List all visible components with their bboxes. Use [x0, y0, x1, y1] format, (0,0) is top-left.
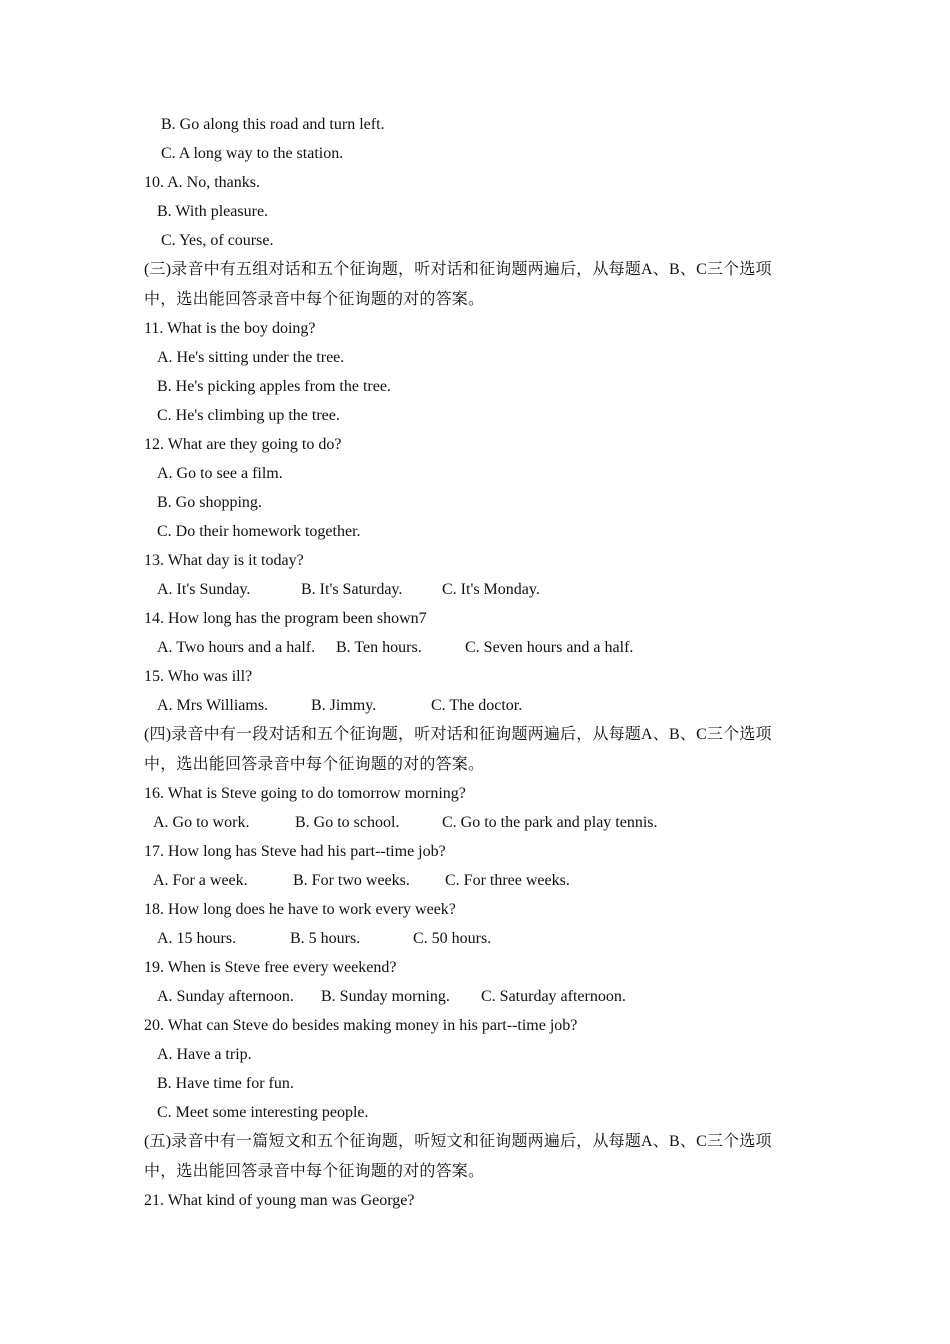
question-16: 16. What is Steve going to do tomorrow morning?: [144, 785, 466, 802]
question-19: 19. When is Steve free every weekend?: [144, 959, 397, 976]
section-4-instruction-line1: (四)录音中有一段对话和五个征询题，听对话和征询题两遍后，从每题A、B、C三个选项: [144, 726, 772, 743]
option-17c: C. For three weeks.: [445, 872, 570, 889]
question-14: 14. How long has the program been shown7: [144, 610, 427, 627]
option-18a: A. 15 hours.: [157, 930, 237, 947]
option-14a: A. Two hours and a half.: [157, 639, 316, 656]
question-10: 10. A. No, thanks.: [144, 174, 260, 191]
option-20b: B. Have time for fun.: [157, 1075, 294, 1092]
section-5-instruction-line1: (五)录音中有一篇短文和五个征询题，听短文和征询题两遍后，从每题A、B、C三个选项: [144, 1133, 772, 1150]
option-12c: C. Do their homework together.: [157, 523, 361, 540]
option-19c: C. Saturday afternoon.: [481, 988, 626, 1005]
option-17a: A. For a week.: [153, 872, 248, 889]
option-11b: B. He's picking apples from the tree.: [157, 378, 391, 395]
option-16c: C. Go to the park and play tennis.: [442, 814, 658, 831]
section-3-instruction-line1: (三)录音中有五组对话和五个征询题，听对话和征询题两遍后，从每题A、B、C三个选项: [144, 261, 772, 278]
option-10c: C. Yes, of course.: [161, 232, 274, 249]
option-9c: C. A long way to the station.: [161, 145, 344, 162]
section-4-instruction-line2: 中，选出能回答录音中每个征询题的对的答案。: [144, 756, 485, 773]
option-11a: A. He's sitting under the tree.: [157, 349, 345, 366]
option-16a: A. Go to work.: [153, 814, 250, 831]
option-12b: B. Go shopping.: [157, 494, 262, 511]
option-11c: C. He's climbing up the tree.: [157, 407, 340, 424]
question-11: 11. What is the boy doing?: [144, 320, 316, 337]
option-20c: C. Meet some interesting people.: [157, 1104, 369, 1121]
question-21: 21. What kind of young man was George?: [144, 1192, 415, 1209]
option-19b: B. Sunday morning.: [321, 988, 450, 1005]
question-15: 15. Who was ill?: [144, 668, 253, 685]
option-15c: C. The doctor.: [431, 697, 523, 714]
question-12: 12. What are they going to do?: [144, 436, 342, 453]
option-19a: A. Sunday afternoon.: [157, 988, 294, 1005]
question-17: 17. How long has Steve had his part--time job?: [144, 843, 446, 860]
option-18b: B. 5 hours.: [290, 930, 361, 947]
option-10b: B. With pleasure.: [157, 203, 269, 220]
option-14b: B. Ten hours.: [336, 639, 422, 656]
option-15b: B. Jimmy.: [311, 697, 377, 714]
section-3-instruction-line2: 中，选出能回答录音中每个征询题的对的答案。: [144, 291, 485, 308]
option-13a: A. It's Sunday.: [157, 581, 251, 598]
option-18c: C. 50 hours.: [413, 930, 492, 947]
option-9b: B. Go along this road and turn left.: [161, 116, 385, 133]
option-20a: A. Have a trip.: [157, 1046, 252, 1063]
option-13b: B. It's Saturday.: [301, 581, 403, 598]
option-16b: B. Go to school.: [295, 814, 400, 831]
option-17b: B. For two weeks.: [293, 872, 410, 889]
question-20: 20. What can Steve do besides making money in his part--time job?: [144, 1017, 578, 1034]
option-15a: A. Mrs Williams.: [157, 697, 269, 714]
option-14c: C. Seven hours and a half.: [465, 639, 634, 656]
option-13c: C. It's Monday.: [442, 581, 540, 598]
section-5-instruction-line2: 中，选出能回答录音中每个征询题的对的答案。: [144, 1163, 485, 1180]
option-12a: A. Go to see a film.: [157, 465, 283, 482]
question-18: 18. How long does he have to work every week?: [144, 901, 456, 918]
question-13: 13. What day is it today?: [144, 552, 304, 569]
